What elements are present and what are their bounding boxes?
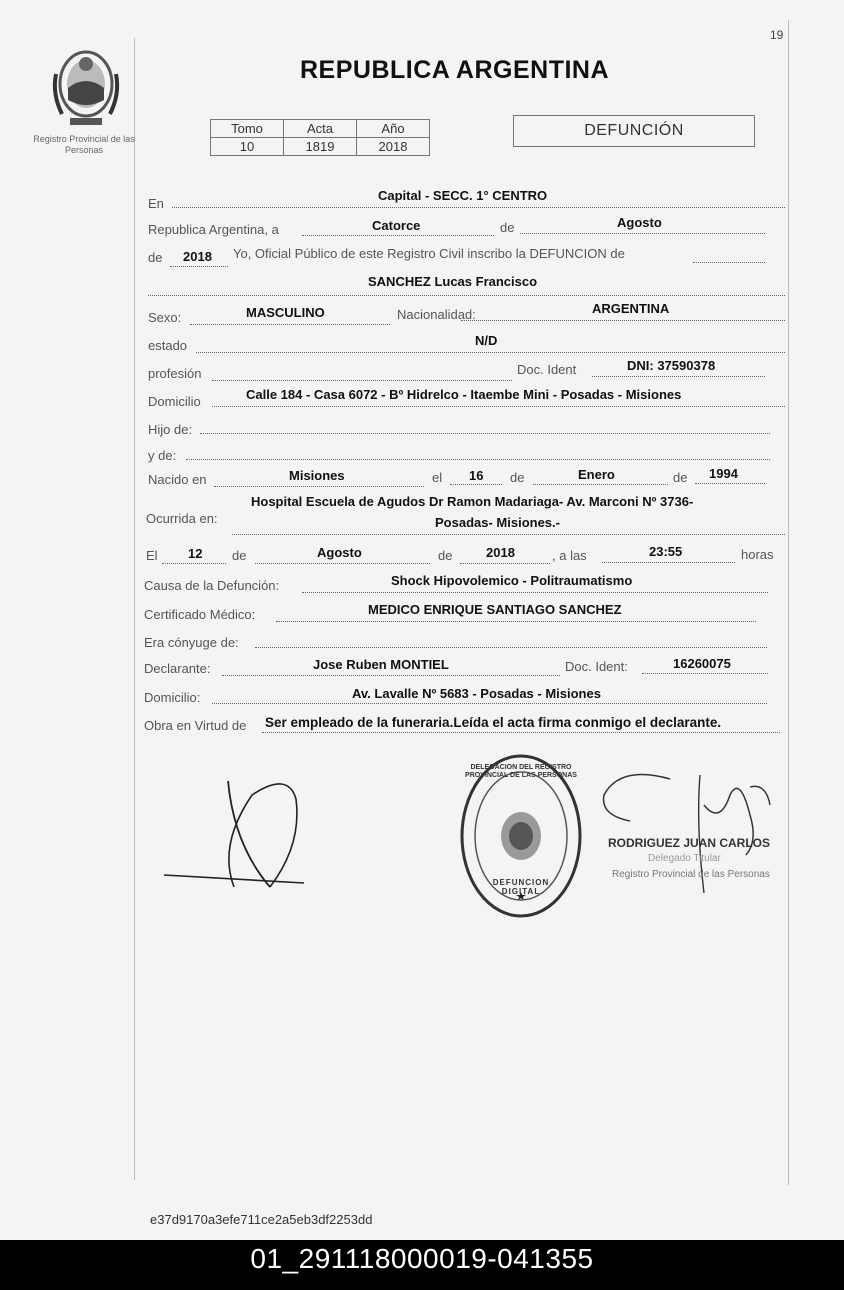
domicilio-value: Calle 184 - Casa 6072 - Bº Hidrelco - Itaembe Mini - Posadas - Misiones [246, 387, 682, 402]
birth-day: 16 [469, 468, 484, 483]
month-value: Agosto [617, 215, 662, 230]
ocurrida-label: Ocurrida en: [146, 511, 218, 526]
de-label: de [500, 220, 515, 235]
yde-label: y de: [148, 448, 177, 463]
seal-ring-text: DELEGACION DEL REGISTRO PROVINCIAL DE LAS PERSONAS [465, 764, 577, 779]
oficial-line [693, 262, 765, 263]
sexo-line [190, 324, 390, 325]
deceased-name: SANCHEZ Lucas Francisco [368, 274, 538, 289]
doc-ident-value: DNI: 37590378 [627, 358, 716, 373]
declarante-label: Declarante: [144, 661, 211, 676]
declarante-line [222, 675, 560, 676]
estado-line [196, 352, 785, 353]
domicilio-label: Domicilio [148, 394, 201, 409]
declarant-signature [160, 775, 310, 895]
record-type-box: DEFUNCIÓN [513, 115, 755, 147]
conyuge-label: Era cónyuge de: [144, 635, 239, 650]
declarante-value: Jose Ruben MONTIEL [313, 657, 449, 672]
sexo-value: MASCULINO [246, 305, 325, 320]
left-margin-line [134, 38, 135, 1180]
death-time-line [602, 562, 735, 563]
el-label: el [432, 470, 443, 485]
seal-text [458, 752, 584, 920]
day-line [302, 235, 494, 236]
birth-year: 1994 [709, 466, 738, 481]
obra-value: Ser empleado de la funeraria.Leída el acta firma conmigo el declarante. [265, 715, 722, 730]
ocurrida-line2: Posadas- Misiones.- [435, 515, 560, 530]
death-de-label: de [232, 548, 247, 563]
footer-id: 01_291118000019-041355 [250, 1243, 594, 1274]
certificado-value: MEDICO ENRIQUE SANTIAGO SANCHEZ [368, 602, 622, 617]
birth-month: Enero [578, 467, 615, 482]
decl-doc-value: 16260075 [673, 656, 731, 671]
sexo-label: Sexo: [148, 310, 182, 325]
de2-label: de [148, 250, 163, 265]
acta-value: 1819 [284, 138, 357, 156]
year-value: 2018 [183, 249, 212, 264]
death-de2-label: de [438, 548, 453, 563]
death-month: Agosto [317, 545, 362, 560]
logo-caption: Registro Provincial de las Personas [33, 134, 135, 155]
birth-de-label: de [510, 470, 525, 485]
decl-domicilio-label: Domicilio: [144, 690, 201, 705]
nacido-line [214, 486, 424, 487]
estado-value: N/D [475, 333, 498, 348]
en-label: En [148, 196, 164, 211]
oficial-text: Yo, Oficial Público de este Registro Civil inscribo la DEFUNCION de [233, 246, 625, 261]
registry-crest-logo [48, 44, 124, 128]
conyuge-line [255, 647, 767, 648]
causa-value: Shock Hipovolemico - Politraumatismo [391, 573, 633, 588]
acta-header: Acta [284, 120, 357, 138]
death-year: 2018 [486, 545, 515, 560]
day-value: Catorce [372, 218, 421, 233]
nacido-label: Nacido en [148, 472, 207, 487]
estado-label: estado [148, 338, 188, 353]
registry-table [210, 119, 430, 156]
obra-label: Obra en Virtud de [144, 718, 247, 733]
official-role: Delegado Titular [648, 853, 721, 864]
document-title: REPUBLICA ARGENTINA [300, 56, 610, 84]
death-year-line [460, 563, 550, 564]
doc-ident-line [592, 376, 765, 377]
death-day-line [162, 563, 226, 564]
tomo-header: Tomo [211, 120, 284, 138]
official-org: Registro Provincial de las Personas [612, 869, 770, 880]
yde-line [186, 459, 770, 460]
birth-year-line [695, 483, 765, 484]
nacido-value: Misiones [289, 468, 345, 483]
birth-month-line [533, 484, 668, 485]
name-line [148, 295, 785, 296]
official-name: RODRIGUEZ JUAN CARLOS [608, 836, 771, 850]
ocurrida-line [232, 534, 785, 535]
decl-domicilio-value: Av. Lavalle Nº 5683 - Posadas - Misiones [352, 686, 601, 701]
nacionalidad-label: Nacionalidad: [397, 307, 476, 322]
causa-label: Causa de la Defunción: [144, 578, 280, 593]
hijo-label: Hijo de: [148, 422, 193, 437]
seal-inner-text: DEFUNCION DIGITAL [492, 878, 550, 896]
ano-value: 2018 [357, 138, 430, 156]
birth-day-line [450, 484, 502, 485]
decl-doc-line [642, 673, 768, 674]
domicilio-line [212, 406, 785, 407]
ano-header: Año [357, 120, 430, 138]
obra-line [262, 732, 780, 733]
month-line [520, 233, 765, 234]
profesion-label: profesión [148, 366, 202, 381]
causa-line [302, 592, 768, 593]
alas-label: , a las [552, 548, 587, 563]
tomo-value: 10 [211, 138, 284, 156]
page-number: 19 [770, 28, 784, 42]
ocurrida-line1: Hospital Escuela de Agudos Dr Ramon Madariaga- Av. Marconi Nº 3736- [251, 494, 694, 509]
right-margin-line [788, 20, 789, 1185]
republica-label: Republica Argentina, a [148, 222, 279, 237]
death-time: 23:55 [649, 544, 683, 559]
birth-de2-label: de [673, 470, 688, 485]
death-el-label: El [146, 548, 158, 563]
certificado-label: Certificado Médico: [144, 607, 256, 622]
en-line [172, 207, 785, 208]
decl-domicilio-line [212, 703, 767, 704]
nacionalidad-line [461, 320, 785, 321]
nacionalidad-value: ARGENTINA [592, 301, 670, 316]
decl-doc-label: Doc. Ident: [565, 659, 628, 674]
year-line [170, 266, 228, 267]
hijo-line [200, 433, 770, 434]
en-value: Capital - SECC. 1° CENTRO [378, 188, 548, 203]
death-month-line [255, 563, 430, 564]
document-hash: e37d9170a3efe711ce2a5eb3df2253dd [150, 1212, 373, 1227]
certificado-line [276, 621, 756, 622]
horas-label: horas [741, 547, 774, 562]
death-day: 12 [188, 546, 203, 561]
doc-ident-label: Doc. Ident [517, 362, 577, 377]
profesion-line [212, 380, 512, 381]
